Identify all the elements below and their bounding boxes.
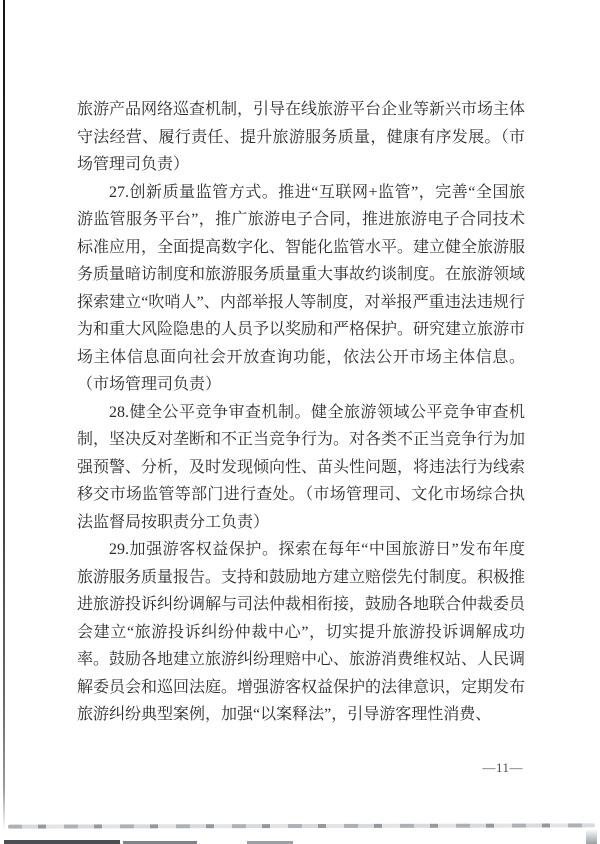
paragraph-item-29: 29.加强游客权益保护。探索在每年“中国旅游日”发布年度旅游服务质量报告。支持和鼓励地方建立赔偿先付制度。积极推进旅游投诉纠纷调解与司法仲裁相衔接，鼓励各地联合仲裁委员会建立“旅游投诉纠纷仲裁中心”，切实提升旅游投诉调解成功率。鼓励各地建立旅游纠纷理赔中心、旅游消费维权站、人民调解委员会和巡回法庭。增强游客权益保护的法律意识，定期发布旅游纠纷典型案例，加强“以案释法”，引导游客理性消费、: [77, 541, 526, 723]
scan-edge-artifact-bottom-right: [586, 829, 597, 844]
page-number: —11—: [482, 760, 523, 775]
scan-edge-artifact-bottom-1: [4, 840, 120, 844]
document-body: [77, 96, 525, 729]
scan-smudge-artifact: [8, 823, 595, 828]
paragraph-continuation: 旅游产品网络巡查机制，引导在线旅游平台企业等新兴市场主体守法经营、履行责任、提升旅游服务质量，健康有序发展。（市场管理司负责）: [77, 101, 526, 173]
paragraph-item-28: 28.健全公平竞争审查机制。健全旅游领域公平竞争审查机制，坚决反对垄断和不正当竞争行为。对各类不正当竞争行为加强预警、分析，及时发现倾向性、苗头性问题，将违法行为线索移交市场监管等部门进行查处。（市场管理司、文化市场综合执法监督局按职责分工负责）: [77, 403, 526, 531]
scan-edge-artifact-left: [3, 0, 5, 830]
paragraph-item-27: 27.创新质量监管方式。推进“互联网+监管”，完善“全国旅游监管服务平台”，推广旅游电子合同，推进旅游电子合同技术标准应用，全面提高数字化、智能化监管水平。建立健全旅游服务质量暗访制度和旅游服务质量重大事故约谈制度。在旅游领域探索建立“吹哨人”、内部举报人等制度，对举报严重违法违规行为和重大风险隐患的人员予以奖励和严格保护。研究建立旅游市场主体信息面向社会开放查询功能，依法公开市场主体信息。（市场管理司负责）: [77, 183, 526, 393]
